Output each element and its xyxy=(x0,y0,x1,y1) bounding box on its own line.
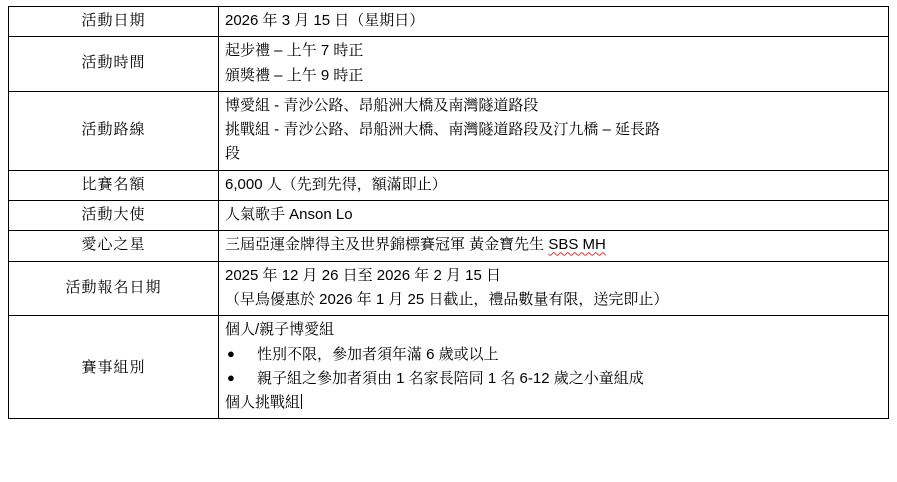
list-item xyxy=(225,343,882,367)
row-label-event-route: 活動路線 xyxy=(9,91,219,170)
row-value-registration-period xyxy=(219,261,889,316)
row-value-star-of-love xyxy=(219,231,889,261)
row-label-registration-period: 活動報名日期 xyxy=(9,261,219,316)
star-of-love-text: 三屆亞運金牌得主及世界錦標賽冠軍 黃金寶先生 SBS MH xyxy=(225,236,606,254)
text-line-with-caret xyxy=(225,391,882,415)
text-line: 2026 年 3 月 15 日（星期日） xyxy=(225,12,425,29)
text-cursor xyxy=(301,394,302,409)
table-row xyxy=(9,316,889,419)
row-label-event-date: 活動日期 xyxy=(9,7,219,37)
text-line: 人氣歌手 Anson Lo xyxy=(225,206,353,224)
table-row xyxy=(9,261,889,316)
bullet-icon: ● xyxy=(227,345,235,361)
text-line: （早鳥優惠於 2026 年 1 月 25 日截止，禮品數量有限，送完即止） xyxy=(225,290,669,308)
table-row xyxy=(9,91,889,170)
table-row xyxy=(9,7,889,37)
row-value-event-route xyxy=(219,91,889,170)
table-row xyxy=(9,170,889,200)
row-value-ambassador xyxy=(219,201,889,231)
table-row xyxy=(9,201,889,231)
row-value-quota xyxy=(219,170,889,200)
text-line: 6,000 人（先到先得，額滿即止） xyxy=(225,175,447,193)
spellcheck-underline: SBS MH xyxy=(548,236,606,254)
text-line: 博愛組 - 青沙公路、昂船洲大橋及南灣隧道路段 xyxy=(225,96,539,114)
row-value-event-date xyxy=(219,7,889,37)
event-info-table xyxy=(8,6,889,419)
text-line: 個人/親子博愛組 xyxy=(225,321,335,339)
text-line: 頒獎禮 – 上午 9 時正 xyxy=(225,66,364,84)
text-line xyxy=(225,233,882,257)
row-label-race-categories: 賽事組別 xyxy=(9,316,219,419)
list-item-label: 性別不限，參加者須年滿 6 歲或以上 xyxy=(257,345,499,363)
text-line: 起步禮 – 上午 7 時正 xyxy=(225,42,364,60)
list-item-label: 親子組之參加者須由 1 名家長陪同 1 名 6-12 歲之小童組成 xyxy=(257,369,644,387)
row-label-quota: 比賽名額 xyxy=(9,170,219,200)
row-label-star-of-love: 愛心之星 xyxy=(9,231,219,261)
table-row xyxy=(9,37,889,92)
row-label-ambassador: 活動大使 xyxy=(9,201,219,231)
list-item xyxy=(225,367,882,391)
row-value-race-categories xyxy=(219,316,889,419)
row-value-event-time xyxy=(219,37,889,92)
text-line: 挑戰組 - 青沙公路、昂船洲大橋、南灣隧道路段及汀九橋 – 延長路 xyxy=(225,121,661,139)
text-line: 2025 年 12 月 26 日至 2026 年 2 月 15 日 xyxy=(225,266,501,284)
bullet-icon: ● xyxy=(227,369,235,385)
row-label-event-time: 活動時間 xyxy=(9,37,219,92)
text-line: 段 xyxy=(225,145,241,163)
table-row xyxy=(9,231,889,261)
race-categories-tail: 個人挑戰組 xyxy=(225,394,301,412)
